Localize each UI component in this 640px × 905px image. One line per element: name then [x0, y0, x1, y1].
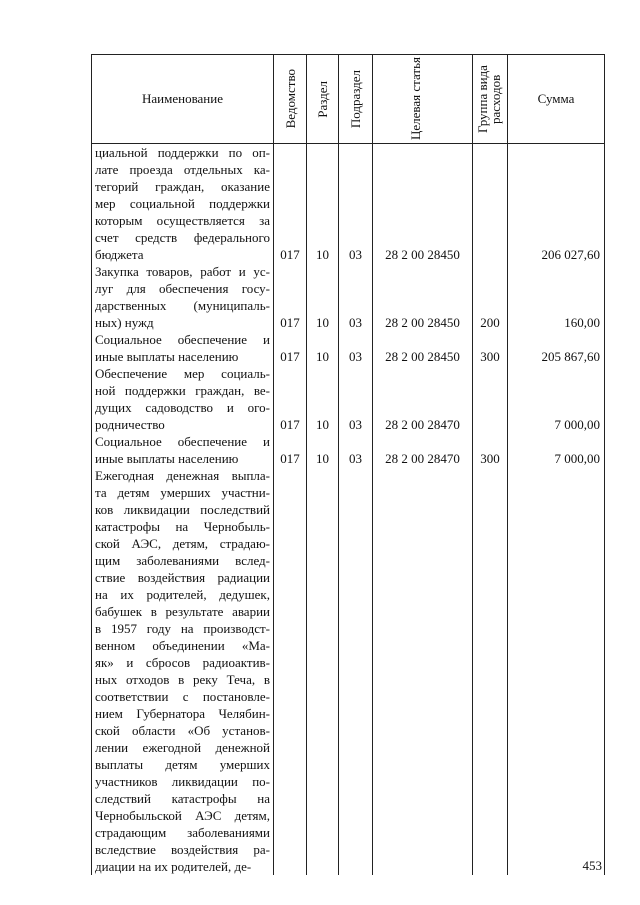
cell-ministry-value: 017: [280, 315, 300, 330]
table-row: [92, 331, 605, 365]
cell-target-article-value: 28 2 00 28450: [385, 315, 460, 330]
cell-target-article: [373, 467, 473, 875]
cell-expense-group: [473, 331, 508, 365]
row-name-line: выплаты детям умерших: [95, 757, 270, 772]
cell-section: [307, 144, 339, 264]
row-name-line: бабушек в результате аварии: [95, 604, 270, 619]
cell-amount: [508, 433, 605, 467]
cell-amount-value: 7 000,00: [554, 451, 600, 466]
row-name-line: соответствии с постановле-: [95, 689, 270, 704]
row-name-line: венном объединении «Ма-: [95, 638, 270, 653]
header-row: [92, 55, 605, 144]
cell-target-article: [373, 331, 473, 365]
cell-subsection: [339, 144, 373, 264]
cell-section: [307, 433, 339, 467]
row-name-line: иные выплаты населению: [95, 451, 239, 466]
cell-section-value: 10: [316, 315, 329, 330]
header-subsection: Подраздел: [339, 55, 373, 144]
cell-amount: [508, 467, 605, 875]
row-name-line: та детям умерших участни-: [95, 485, 270, 500]
row-name-cell: [92, 144, 274, 264]
row-name: [92, 433, 273, 467]
cell-amount: [508, 331, 605, 365]
row-name-line: Закупка товаров, работ и ус-: [95, 264, 270, 279]
row-name-line: на их родителей, дедушек,: [95, 587, 270, 602]
cell-amount: [508, 365, 605, 433]
row-name-line: Ежегодная денежная выпла-: [95, 468, 270, 483]
row-name-line: вследствие воздействия ра-: [95, 842, 270, 857]
cell-subsection: [339, 467, 373, 875]
cell-subsection-value: 03: [349, 315, 362, 330]
cell-section-value: 10: [316, 451, 329, 466]
row-name: [92, 331, 273, 365]
cell-target-article: [373, 365, 473, 433]
cell-target-article: [373, 263, 473, 331]
cell-amount: [508, 144, 605, 264]
row-name-line: катастрофы на Чернобыль-: [95, 519, 270, 534]
cell-section-value: 10: [316, 417, 329, 432]
row-name-line: родничество: [95, 417, 165, 432]
cell-ministry-value: 017: [280, 451, 300, 466]
row-name: [92, 467, 273, 875]
cell-subsection-value: 03: [349, 349, 362, 364]
row-name: [92, 144, 273, 263]
row-name-cell: [92, 331, 274, 365]
header-expense-group: Группа вида расходов: [473, 55, 508, 144]
cell-expense-group: [473, 467, 508, 875]
row-name-line: ных отходов в реку Теча, в: [95, 672, 270, 687]
cell-subsection: [339, 331, 373, 365]
row-name-cell: [92, 433, 274, 467]
cell-target-article-value: 28 2 00 28450: [385, 247, 460, 262]
row-name-line: которым осуществляется за: [95, 213, 270, 228]
header-section: Раздел: [307, 55, 339, 144]
cell-section: [307, 365, 339, 433]
cell-amount-value: 7 000,00: [554, 417, 600, 432]
row-name-line: следствий катастрофы на: [95, 791, 270, 806]
cell-expense-group-value: 300: [480, 451, 500, 466]
row-name-line: ствие воздействия радиации: [95, 570, 270, 585]
row-name-line: иные выплаты населению: [95, 349, 239, 364]
page-number: 453: [582, 858, 602, 873]
row-name-line: циальной поддержки по оп-: [95, 145, 270, 160]
row-name-line: Обеспечение мер социаль-: [95, 366, 270, 381]
row-name-line: Социальное обеспечение и: [95, 332, 270, 347]
row-name-line: нием Губернатора Челябин-: [95, 706, 270, 721]
row-name-line: страдающим заболеваниями: [95, 825, 270, 840]
cell-amount-value: 205 867,60: [541, 349, 600, 364]
cell-expense-group-value: 200: [480, 315, 500, 330]
row-name-cell: [92, 263, 274, 331]
row-name-line: участников ликвидации по-: [95, 774, 270, 789]
row-name: [92, 263, 273, 331]
header-ministry: Ведомство: [274, 55, 307, 144]
row-name-line: Социальное обеспечение и: [95, 434, 270, 449]
cell-expense-group: [473, 433, 508, 467]
cell-section-value: 10: [316, 349, 329, 364]
cell-expense-group: [473, 263, 508, 331]
row-name-line: в 1957 году на производст-: [95, 621, 270, 636]
cell-ministry: [274, 331, 307, 365]
row-name-line: як» и сбросов радиоактив-: [95, 655, 270, 670]
cell-amount-value: 206 027,60: [541, 247, 600, 262]
cell-target-article-value: 28 2 00 28450: [385, 349, 460, 364]
row-name-line: бюджета: [95, 247, 144, 262]
row-name-line: дущих садоводство и ого-: [95, 400, 270, 415]
table-row: [92, 365, 605, 433]
cell-target-article-value: 28 2 00 28470: [385, 451, 460, 466]
cell-ministry-value: 017: [280, 417, 300, 432]
cell-subsection-value: 03: [349, 417, 362, 432]
row-name-line: ской АЭС, детям, страдаю-: [95, 536, 270, 551]
header-name: Наименование: [92, 55, 274, 144]
cell-section: [307, 263, 339, 331]
header-amount: Сумма: [508, 55, 605, 144]
row-name-line: ных) нужд: [95, 315, 154, 330]
header-target-article: Целевая статья: [373, 55, 473, 144]
budget-table: [91, 54, 605, 875]
cell-section-value: 10: [316, 247, 329, 262]
row-name-line: счет средств федерального: [95, 230, 270, 245]
row-name: [92, 365, 273, 433]
cell-target-article-value: 28 2 00 28470: [385, 417, 460, 432]
row-name-line: ской области «Об установ-: [95, 723, 270, 738]
row-name-line: Чернобыльской АЭС детям,: [95, 808, 270, 823]
table-row: [92, 144, 605, 264]
row-name-line: лате проезда отдельных ка-: [95, 162, 270, 177]
cell-expense-group-value: 300: [480, 349, 500, 364]
cell-section: [307, 331, 339, 365]
cell-section: [307, 467, 339, 875]
row-name-cell: [92, 365, 274, 433]
row-name-line: ков ликвидации последствий: [95, 502, 270, 517]
table-row: [92, 467, 605, 875]
cell-ministry: [274, 263, 307, 331]
cell-subsection-value: 03: [349, 451, 362, 466]
cell-target-article: [373, 433, 473, 467]
row-name-line: тегорий граждан, оказание: [95, 179, 270, 194]
cell-expense-group: [473, 144, 508, 264]
row-name-line: луг для обеспечения госу-: [95, 281, 270, 296]
cell-ministry: [274, 433, 307, 467]
cell-ministry: [274, 365, 307, 433]
row-name-line: ной поддержки граждан, ве-: [95, 383, 270, 398]
table-body: [92, 144, 605, 876]
row-name-line: щим заболеваниями вслед-: [95, 553, 270, 568]
cell-expense-group: [473, 365, 508, 433]
cell-ministry-value: 017: [280, 349, 300, 364]
row-name-line: дарственных (муниципаль-: [95, 298, 270, 313]
cell-subsection: [339, 263, 373, 331]
table-row: [92, 433, 605, 467]
row-name-cell: [92, 467, 274, 875]
row-name-line: мер социальной поддержки: [95, 196, 270, 211]
row-name-line: лении ежегодной денежной: [95, 740, 270, 755]
cell-ministry-value: 017: [280, 247, 300, 262]
cell-subsection-value: 03: [349, 247, 362, 262]
cell-subsection: [339, 365, 373, 433]
cell-ministry: [274, 144, 307, 264]
cell-ministry: [274, 467, 307, 875]
cell-amount: [508, 263, 605, 331]
cell-amount-value: 160,00: [564, 315, 600, 330]
cell-target-article: [373, 144, 473, 264]
table-row: [92, 263, 605, 331]
row-name-line: диации на их родителей, де-: [95, 859, 252, 874]
cell-subsection: [339, 433, 373, 467]
